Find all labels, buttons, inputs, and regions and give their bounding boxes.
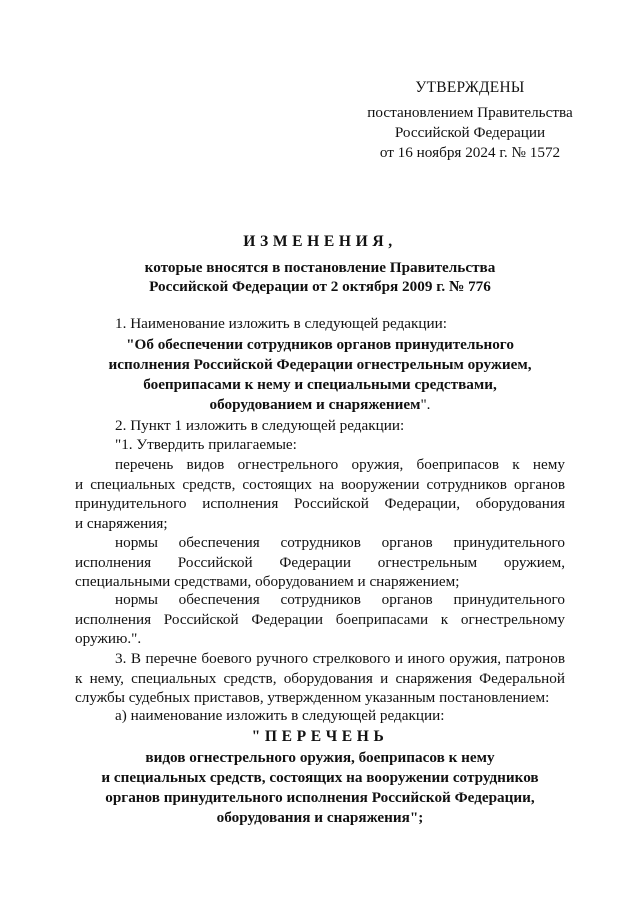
list-title-line: видов огнестрельного оружия, боеприпасов к нему xyxy=(145,749,495,766)
approval-line: Российской Федерации xyxy=(394,124,546,141)
paragraph-line: принудительного исполнения Российской Федерации, оборудования xyxy=(75,495,565,512)
approval-line: постановлением Правительства xyxy=(367,104,573,121)
quote-end: ". xyxy=(420,396,431,413)
paragraph-line: нормы обеспечения сотрудников органов принудительного xyxy=(115,534,565,551)
paragraph-line: нормы обеспечения сотрудников органов принудительного xyxy=(115,591,565,608)
item-1-intro: 1. Наименование изложить в следующей редакции: xyxy=(115,315,447,332)
paragraph-line: службы судебных приставов, утвержденном указанным постановлением: xyxy=(75,689,550,706)
paragraph-line: оружию.". xyxy=(75,630,142,647)
quote-line: оборудованием и снаряжением xyxy=(209,396,421,413)
item-2-sub-intro: "1. Утвердить прилагаемые: xyxy=(115,436,297,453)
list-title-line: и специальных средств, состоящих на вооружении сотрудников xyxy=(101,769,539,786)
paragraph-line: перечень видов огнестрельного оружия, боеприпасов к нему xyxy=(115,456,565,473)
document-title: ИЗМЕНЕНИЯ, xyxy=(243,233,397,250)
list-title-tail: "; xyxy=(409,809,424,826)
item-3-sub-a: а) наименование изложить в следующей редакции: xyxy=(115,707,445,724)
subtitle-line: Российской Федерации от 2 октября 2009 г. № 776 xyxy=(149,278,491,295)
paragraph-line: 3. В перечне боевого ручного стрелкового и иного оружия, патронов xyxy=(115,650,565,667)
item-2-paragraph-3 xyxy=(75,590,565,649)
paragraph-line: специальными средствами, оборудованием и снаряжением; xyxy=(75,573,460,590)
document-subtitle xyxy=(100,258,540,296)
list-heading: "ПЕРЕЧЕНЬ xyxy=(251,728,389,745)
subtitle-line: которые вносятся в постановление Правительства xyxy=(144,259,496,276)
paragraph-line: и специальных средств, состоящих на вооружении сотрудников органов xyxy=(75,475,565,493)
item-2-paragraph-2 xyxy=(75,533,565,592)
paragraph-line: и снаряжения; xyxy=(75,514,168,532)
paragraph-line: к нему, специальных средств, оборудования и снаряжения Федеральной xyxy=(75,669,565,687)
list-title-line: оборудования и снаряжения xyxy=(216,809,410,826)
paragraph-line: исполнения Российской Федерации огнестрельным оружием, xyxy=(75,553,565,571)
list-title-line: органов принудительного исполнения Российской Федерации, xyxy=(105,789,535,806)
approval-line: от 16 ноября 2024 г. № 1572 xyxy=(379,144,561,161)
item-2-intro: 2. Пункт 1 изложить в следующей редакции: xyxy=(115,417,405,434)
approval-heading: УТВЕРЖДЕНЫ xyxy=(415,79,525,96)
item-3-paragraph xyxy=(75,649,565,708)
item-2-paragraph-1 xyxy=(75,455,565,533)
quote-line: боеприпасами к нему и специальными средствами, xyxy=(143,376,497,393)
quote-line: исполнения Российской Федерации огнестрельным оружием, xyxy=(108,356,532,373)
paragraph-line: исполнения Российской Федерации боеприпасами к огнестрельному xyxy=(75,610,565,628)
list-title-block xyxy=(80,748,560,828)
item-1-quote xyxy=(80,335,560,415)
approval-block xyxy=(340,78,600,163)
quote-line: "Об обеспечении сотрудников органов принудительного xyxy=(126,336,514,353)
